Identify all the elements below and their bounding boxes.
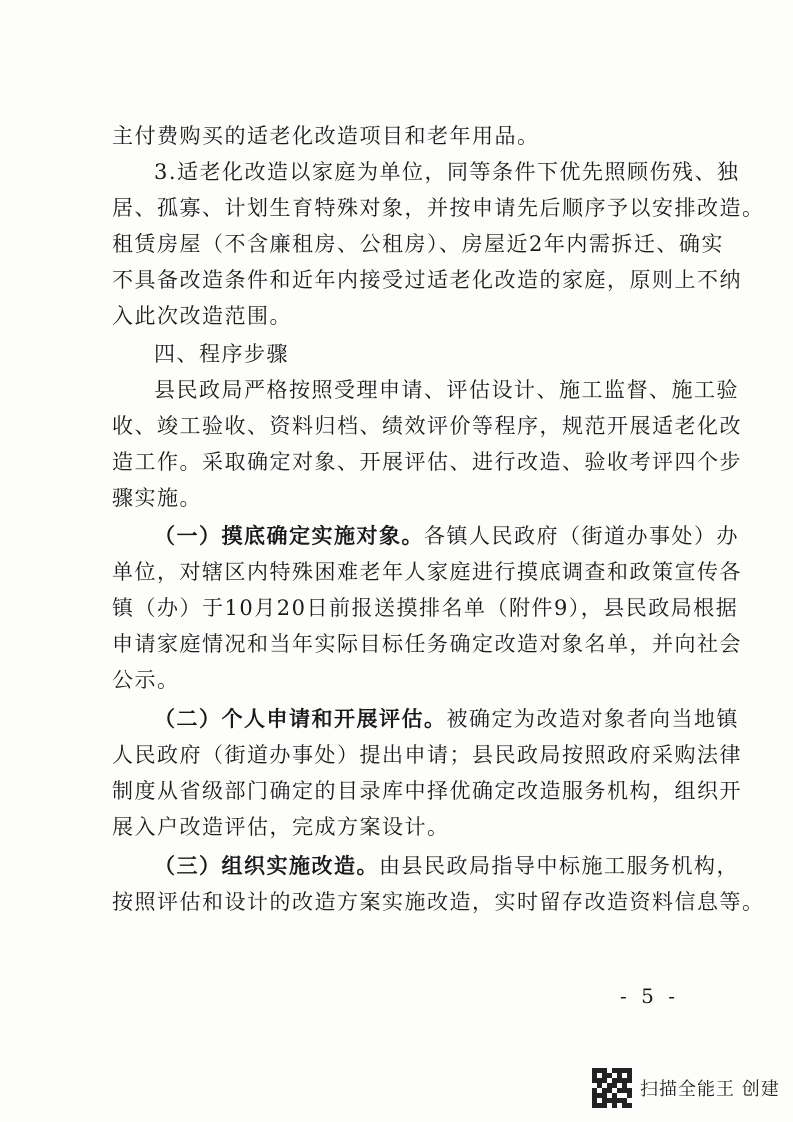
step-2-text: 被确定为改造对象者向当地镇 [446, 707, 739, 731]
step-1-heading: （一）摸底确定实施对象。 [154, 523, 424, 548]
paragraph-line: 居、孤寡、计划生育特殊对象，并按申请先后顺序予以安排改造。 [112, 196, 765, 220]
qr-code-icon [592, 1068, 632, 1108]
paragraph-line: 展入户改造评估，完成方案设计。 [112, 815, 450, 839]
step-2-line [154, 705, 739, 733]
step-3-heading: （三）组织实施改造。 [154, 853, 379, 878]
paragraph-line: 入此次改造范围。 [112, 304, 292, 328]
page-number: - 5 - [620, 984, 679, 1008]
paragraph-line: 制度从省级部门确定的目录库中择优确定改造服务机构，组织开 [112, 779, 742, 803]
paragraph-line: 租赁房屋（不含廉租房、公租房）、房屋近2年内需拆迁、确实 [112, 232, 724, 256]
paragraph-line: 镇（办）于10月20日前报送摸排名单（附件9），县民政局根据 [112, 596, 739, 620]
step-3-text: 由县民政局指导中标施工服务机构， [379, 854, 739, 878]
step-2-heading: （二）个人申请和开展评估。 [154, 706, 447, 731]
paragraph-line: 人民政府（街道办事处）提出申请；县民政局按照政府采购法律 [112, 743, 742, 767]
watermark-text: 扫描全能王 创建 [640, 1079, 780, 1100]
paragraph-line: 县民政局严格按照受理申请、评估设计、施工监督、施工验 [154, 378, 739, 402]
paragraph-line: 主付费购买的适老化改造项目和老年用品。 [112, 124, 540, 148]
step-3-line [154, 852, 739, 880]
scanner-watermark [592, 1068, 780, 1108]
paragraph-line: 收、竣工验收、资料归档、绩效评价等程序，规范开展适老化改 [112, 414, 742, 438]
paragraph-line: 申请家庭情况和当年实际目标任务确定改造对象名单，并向社会 [112, 632, 742, 656]
section-heading: 四、程序步骤 [154, 342, 289, 366]
paragraph-line: 公示。 [112, 668, 180, 692]
paragraph-line: 造工作。采取确定对象、开展评估、进行改造、验收考评四个步 [112, 450, 742, 474]
paragraph-line: 按照评估和设计的改造方案实施改造，实时留存改造资料信息等。 [112, 890, 765, 914]
paragraph-line: 不具备改造条件和近年内接受过适老化改造的家庭，原则上不纳 [112, 268, 742, 292]
step-1-line [154, 522, 739, 550]
step-1-text: 各镇人民政府（街道办事处）办 [424, 524, 739, 548]
paragraph-line: 骤实施。 [112, 486, 202, 510]
paragraph-line: 3.适老化改造以家庭为单位，同等条件下优先照顾伤残、独 [154, 160, 740, 184]
paragraph-line: 单位，对辖区内特殊困难老年人家庭进行摸底调查和政策宣传各 [112, 560, 742, 584]
